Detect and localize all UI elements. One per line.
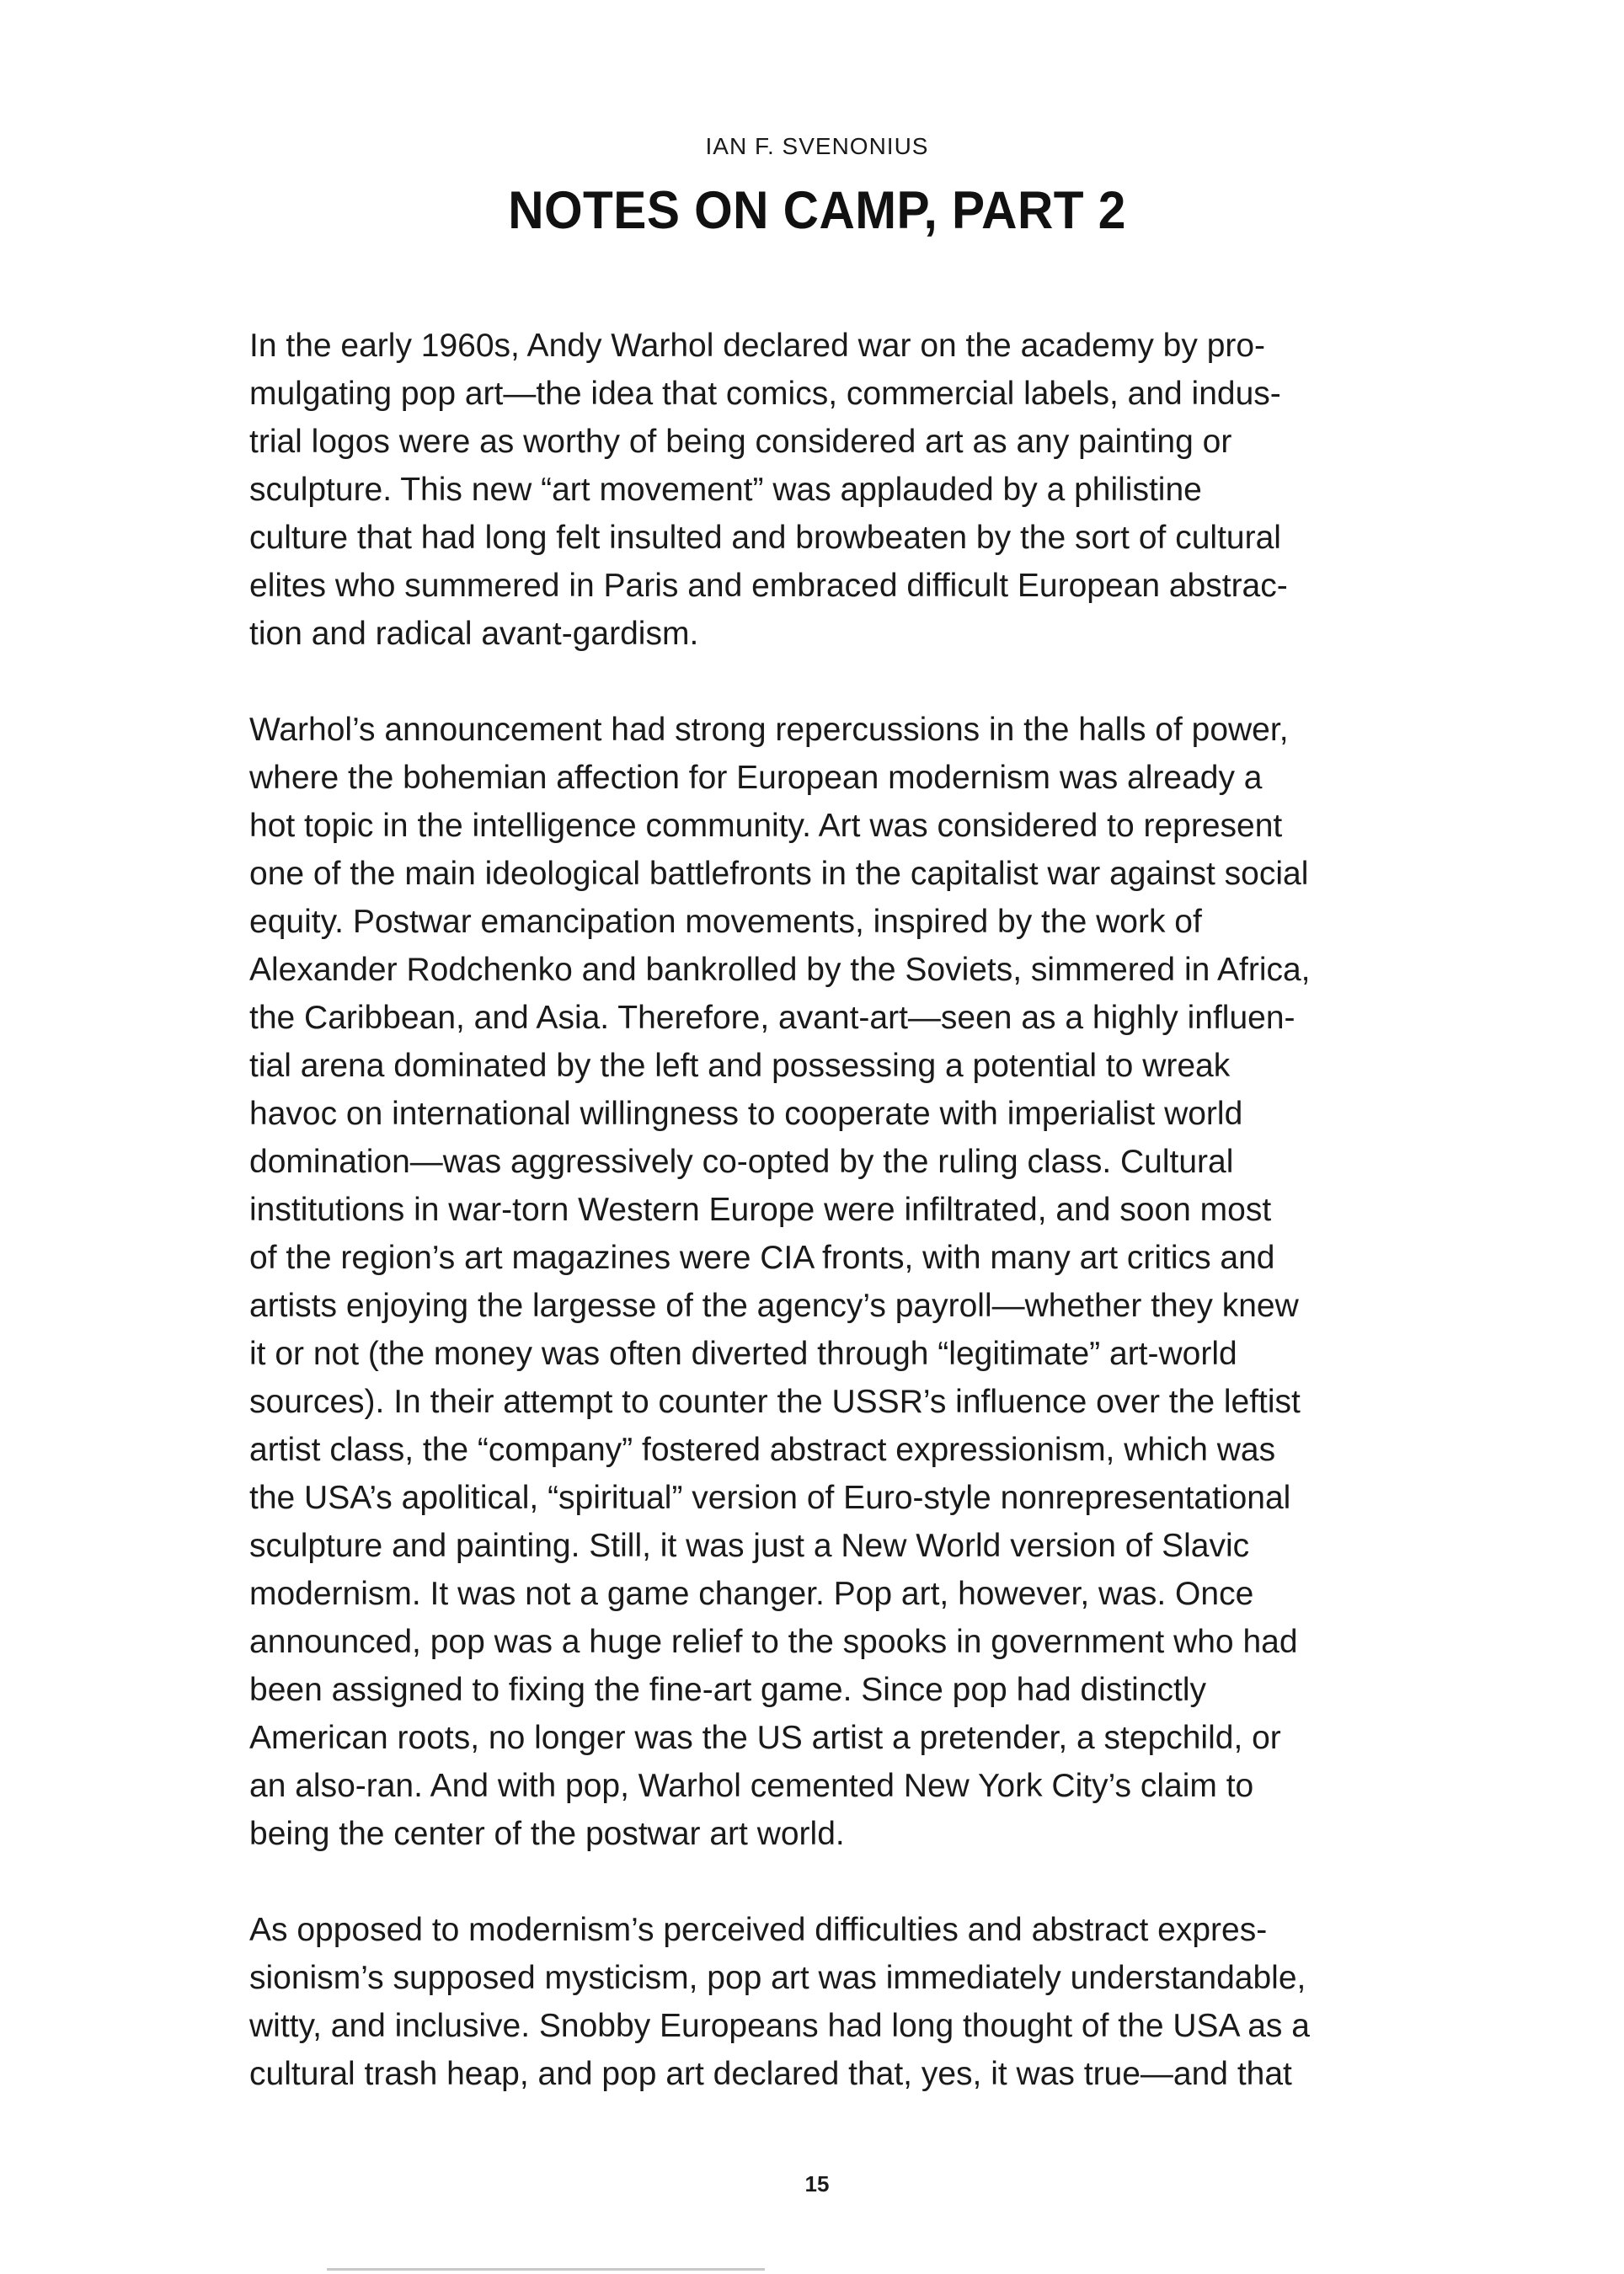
text-line: the Caribbean, and Asia. Therefore, avant-art—seen as a highly influen- xyxy=(249,1000,1295,1036)
text-line: where the bohemian affection for European modernism was already a xyxy=(249,760,1263,796)
text-line: artists enjoying the largesse of the agency’s payroll—whether they knew xyxy=(249,1288,1299,1324)
text-line: Alexander Rodchenko and bankrolled by the Soviets, simmered in Africa, xyxy=(249,952,1311,988)
text-line: As opposed to modernism’s perceived difficulties and abstract expres- xyxy=(249,1912,1268,1948)
text-line: mulgating pop art—the idea that comics, commercial labels, and indus- xyxy=(249,376,1281,412)
text-line: domination—was aggressively co-opted by the ruling class. Cultural xyxy=(249,1144,1234,1180)
text-line: cultural trash heap, and pop art declared that, yes, it was true—and that xyxy=(249,2056,1292,2092)
text-line: Warhol’s announcement had strong repercussions in the halls of power, xyxy=(249,712,1289,748)
body-text xyxy=(249,322,1311,2146)
text-line: hot topic in the intelligence community. Art was considered to represent xyxy=(249,808,1283,844)
author-name: IAN F. SVENONIUS xyxy=(705,133,929,159)
text-line: sources). In their attempt to counter the USSR’s influence over the leftist xyxy=(249,1384,1301,1420)
text-line: announced, pop was a huge relief to the spooks in government who had xyxy=(249,1624,1298,1660)
text-line: sionism’s supposed mysticism, pop art was immediately understandable, xyxy=(249,1960,1306,1996)
text-line: havoc on international willingness to cooperate with imperialist world xyxy=(249,1096,1243,1132)
text-line: culture that had long felt insulted and browbeaten by the sort of cultural xyxy=(249,520,1281,556)
paragraph-1 xyxy=(249,322,1311,658)
text-line: one of the main ideological battlefronts in the capitalist war against social xyxy=(249,856,1309,892)
text-line: witty, and inclusive. Snobby Europeans had long thought of the USA as a xyxy=(249,2008,1310,2044)
chapter-title: NOTES ON CAMP, PART 2 xyxy=(508,181,1126,240)
text-line: the USA’s apolitical, “spiritual” version of Euro-style nonrepresentational xyxy=(249,1480,1291,1516)
text-line: tion and radical avant-gardism. xyxy=(249,616,699,652)
text-line: being the center of the postwar art world. xyxy=(249,1816,845,1852)
text-line: an also-ran. And with pop, Warhol cemented New York City’s claim to xyxy=(249,1768,1254,1804)
scan-edge-line xyxy=(327,2268,765,2271)
page-number: 15 xyxy=(804,2171,830,2197)
text-line: modernism. It was not a game changer. Pop art, however, was. Once xyxy=(249,1576,1254,1612)
text-line: In the early 1960s, Andy Warhol declared war on the academy by pro- xyxy=(249,328,1266,364)
text-line: it or not (the money was often diverted through “legitimate” art-world xyxy=(249,1336,1237,1372)
text-line: sculpture. This new “art movement” was applauded by a philistine xyxy=(249,472,1202,508)
text-line: trial logos were as worthy of being considered art as any painting or xyxy=(249,424,1232,460)
paragraph-2 xyxy=(249,706,1311,1858)
paragraph-3 xyxy=(249,1906,1311,2098)
text-line: tial arena dominated by the left and possessing a potential to wreak xyxy=(249,1048,1231,1084)
text-line: been assigned to fixing the fine-art game. Since pop had distinctly xyxy=(249,1672,1207,1708)
text-line: equity. Postwar emancipation movements, inspired by the work of xyxy=(249,904,1202,940)
text-line: institutions in war-torn Western Europe were infiltrated, and soon most xyxy=(249,1192,1272,1228)
text-line: elites who summered in Paris and embraced difficult European abstrac- xyxy=(249,568,1288,604)
text-line: artist class, the “company” fostered abstract expressionism, which was xyxy=(249,1432,1276,1468)
text-line: sculpture and painting. Still, it was just a New World version of Slavic xyxy=(249,1528,1250,1564)
text-line: American roots, no longer was the US artist a pretender, a stepchild, or xyxy=(249,1720,1281,1756)
text-line: of the region’s art magazines were CIA fronts, with many art critics and xyxy=(249,1240,1275,1276)
